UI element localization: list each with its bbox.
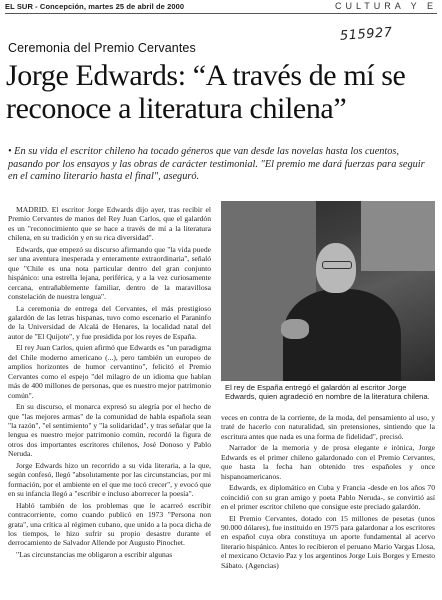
photo-caption: El rey de España entregó el galardón al escritor Jorge Edwards, quien agradeció en nombre de la literatura chilena. [225, 383, 430, 402]
body-paragraph: Jorge Edwards hizo un recorrido a su vida literaria, a la que, según confesó, llegó "absolutamente por las circunstancias, por mi formación, por el ambiente en el que me tocó crecer", y evocó que en su infancia llegó a "escribir e incluso aborrecer la poesía". [8, 460, 211, 499]
photo-background-panel [361, 201, 435, 271]
body-paragraph: veces en contra de la corriente, de la moda, del pensamiento al uso, y traté de hacerlo con naturalidad, sin pretensiones, sintiendo que la escritura antes que nada es una forma de fidelidad", precisó. [221, 413, 435, 441]
article-headline: Jorge Edwards: “A través de mí se reconoce a literatura chilena” [6, 59, 406, 125]
article-photo [221, 201, 435, 381]
article-kicker: Ceremonia del Premio Cervantes [8, 41, 196, 55]
body-paragraph: En su discurso, el monarca expresó su alegría por el hecho de que "las mejores armas" de la comunidad de habla española sean "la razón", "el sentimiento" y "la solidaridad", y tras señalar que la lengua es nuestro mejor patrimonio común, recordó la figura de otros dos importantes escritores chilenos, José Donoso y Pablo Neruda. [8, 402, 211, 459]
body-paragraph: El Premio Cervantes, dotado con 15 millones de pesetas (unos 90.000 dólares), fue instituido en 1975 para galardonar a los escritores en español cuya obra constituya un aporte fundamental al acervo literario hispánico. Antes lo recibieron el peruano Mario Vargas Llosa, el mexicano Octavio Paz y los argentinos Jorge Luis Borges y Ernesto Sábato. (Agencias) [221, 513, 435, 570]
handwritten-archive-number: 515927 [339, 25, 394, 44]
body-paragraph: Edwards, ex diplomático en Cuba y Francia -desde en los años 70 coincidió con su gran amigo y poeta Pablo Neruda-, se convirtió así en el primer escritor chileno que consigue este preciado galardón. [221, 483, 435, 512]
body-paragraph: Habló también de los problemas que le acarreó escribir contracorriente, como cuando publicó en 1973 "Persona non grata", una crítica al régimen cubano, que unido a la poca dicha de los tiempos, le hizo sufrir su propio desastre durante el derrocamiento de Salvador Allende por Augusto Pinochet. [8, 500, 211, 548]
body-paragraph: MADRID. El escritor Jorge Edwards dijo ayer, tras recibir el Premio Cervantes de manos del Rey Juan Carlos, que el galardón es un "reconocimiento que se hace a través de mí a la literatura chilena, en su tradición y en su rica diversidad". [8, 205, 211, 243]
body-paragraph: "Las circunstancias me obligaron a escribir algunas [16, 549, 173, 559]
article-body-right-column [221, 413, 435, 597]
article-lead: • En su vida el escritor chileno ha tocado géneros que van desde las novelas hasta los cuentos, pasando por los ensayos y las obras de carácter testimonial. "El premio me dará fuerzas para seguir en el camino literario hasta el final", aseguró. [8, 146, 425, 183]
publication-dateline: EL SUR - Concepción, martes 25 de abril de 2000 [5, 2, 185, 11]
body-paragraph: Edwards, que empezó su discurso afirmando que "la vida puede ser una aventura inesperada y enteramente extraordinaria", señaló que "Chile es una nota particular dentro del gran conjunto hispánico: una estrella lejana, periférica, y a la vez curiosamente cercana, entrañablemente familiar, dentro de la maravillosa constelación de nuestra lengua". [8, 244, 211, 302]
photo-figure-glasses [322, 261, 352, 269]
section-label: CULTURA Y E [334, 1, 437, 11]
body-paragraph: El rey Juan Carlos, quien afirmó que Edwards es "un paradigma del Chile moderno americano (...), pero también un europeo de amplios horizontes de humor cervantino", felicitó el Premio Cervantes como el espejo "del milagro de un idioma que hablan más de 400 millones de personas, que es nuestro mejor patrimonio común". [8, 343, 211, 400]
photo-figure-hand [281, 319, 309, 339]
page-header [5, 0, 437, 14]
body-paragraph: La ceremonia de entrega del Cervantes, el más prestigioso galardón de las letras hispanas, tuvo como escenario el Paraninfo de la Universidad de Alcalá de Henares, la localidad natal del autor de "El Quijote", y fue presidida por los reyes de España. [8, 303, 211, 341]
body-paragraph: Narrador de la memoria y de prosa elegante e irónica, Jorge Edwards es el primer chileno galardonado con el Premio Cervantes, que hasta la fecha han obtenido tres españoles y once hispanoamericanos. [221, 443, 435, 481]
article-body-left-column [8, 205, 211, 597]
